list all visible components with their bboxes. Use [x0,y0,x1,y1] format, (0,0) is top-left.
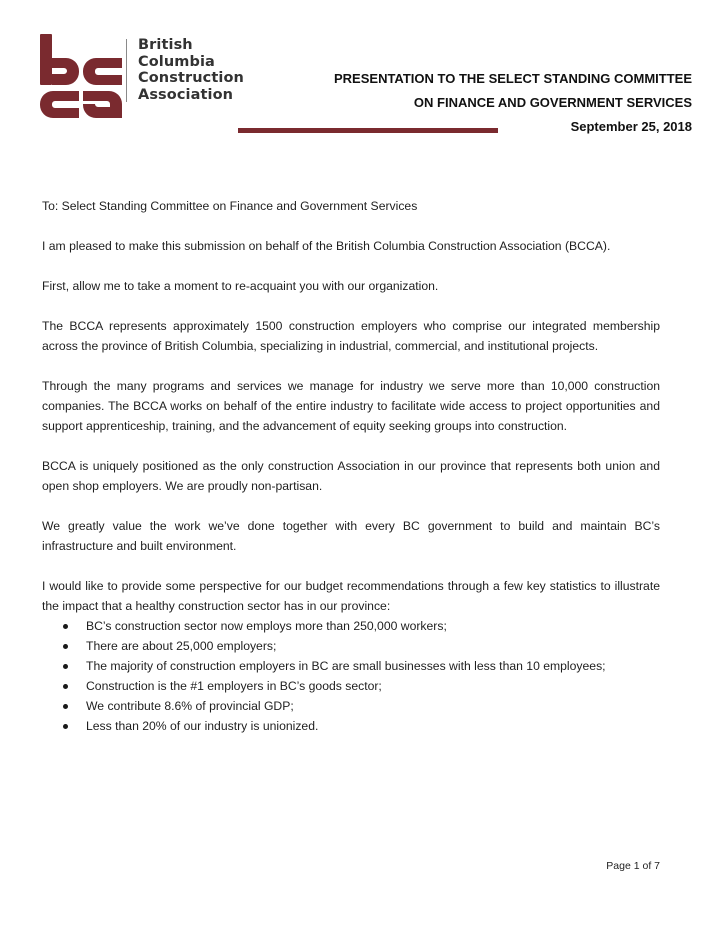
presentation-title [334,67,692,139]
paragraph-reacquaint: First, allow me to take a moment to re-acquaint you with our organization. [42,279,439,293]
logo-org-line: Association [138,86,234,103]
to-line: To: Select Standing Committee on Finance and Government Services [42,199,418,213]
letter-body [42,196,660,736]
list-item: The majority of construction employers in BC are small businesses with less than 10 employees; [42,656,660,676]
statistics-list [42,616,660,736]
logo-org-line: British [138,37,193,53]
logo-divider [126,39,127,102]
paragraph-position: BCCA is uniquely positioned as the only construction Association in our province that represents both union and open shop employers. We are proudly non-partisan. [42,459,660,493]
presentation-date: September 25, 2018 [570,119,692,134]
list-item: Construction is the #1 employers in BC’s goods sector; [42,676,660,696]
title-line-1: PRESENTATION TO THE SELECT STANDING COMMITTEE [334,71,692,86]
bcca-logo [40,34,260,138]
paragraph-statistics: I would like to provide some perspective for our budget recommendations through a few key statistics to illustrate the impact that a healthy construction sector has in our province: [42,579,660,613]
logo-org-name [138,37,244,103]
list-item: BC’s construction sector now employs more than 250,000 workers; [42,616,660,636]
paragraph-programs: Through the many programs and services we manage for industry we serve more than 10,000 construction companies. The BCCA works on behalf of the entire industry to facilitate wide access to project opportunities and support apprenticeship, training, and the advancement of equity seeking groups into construction. [42,379,660,433]
list-item: There are about 25,000 employers; [42,636,660,656]
paragraph-membership: The BCCA represents approximately 1500 construction employers who comprise our integrated membership across the province of British Columbia, specializing in industrial, commercial, and institutional projects. [42,319,660,353]
paragraph-value: We greatly value the work we’ve done together with every BC government to build and maintain BC’s infrastructure and built environment. [42,519,660,553]
bcca-logo-mark [40,34,128,138]
page-number: Page 1 of 7 [606,860,660,872]
list-item: We contribute 8.6% of provincial GDP; [42,696,660,716]
title-line-2: ON FINANCE AND GOVERNMENT SERVICES [413,95,692,110]
list-item: Less than 20% of our industry is unionized. [42,716,660,736]
logo-org-line: Construction [138,70,244,86]
paragraph-intro: I am pleased to make this submission on behalf of the British Columbia Construction Association (BCCA). [42,239,611,253]
logo-org-line: Columbia [138,53,215,70]
